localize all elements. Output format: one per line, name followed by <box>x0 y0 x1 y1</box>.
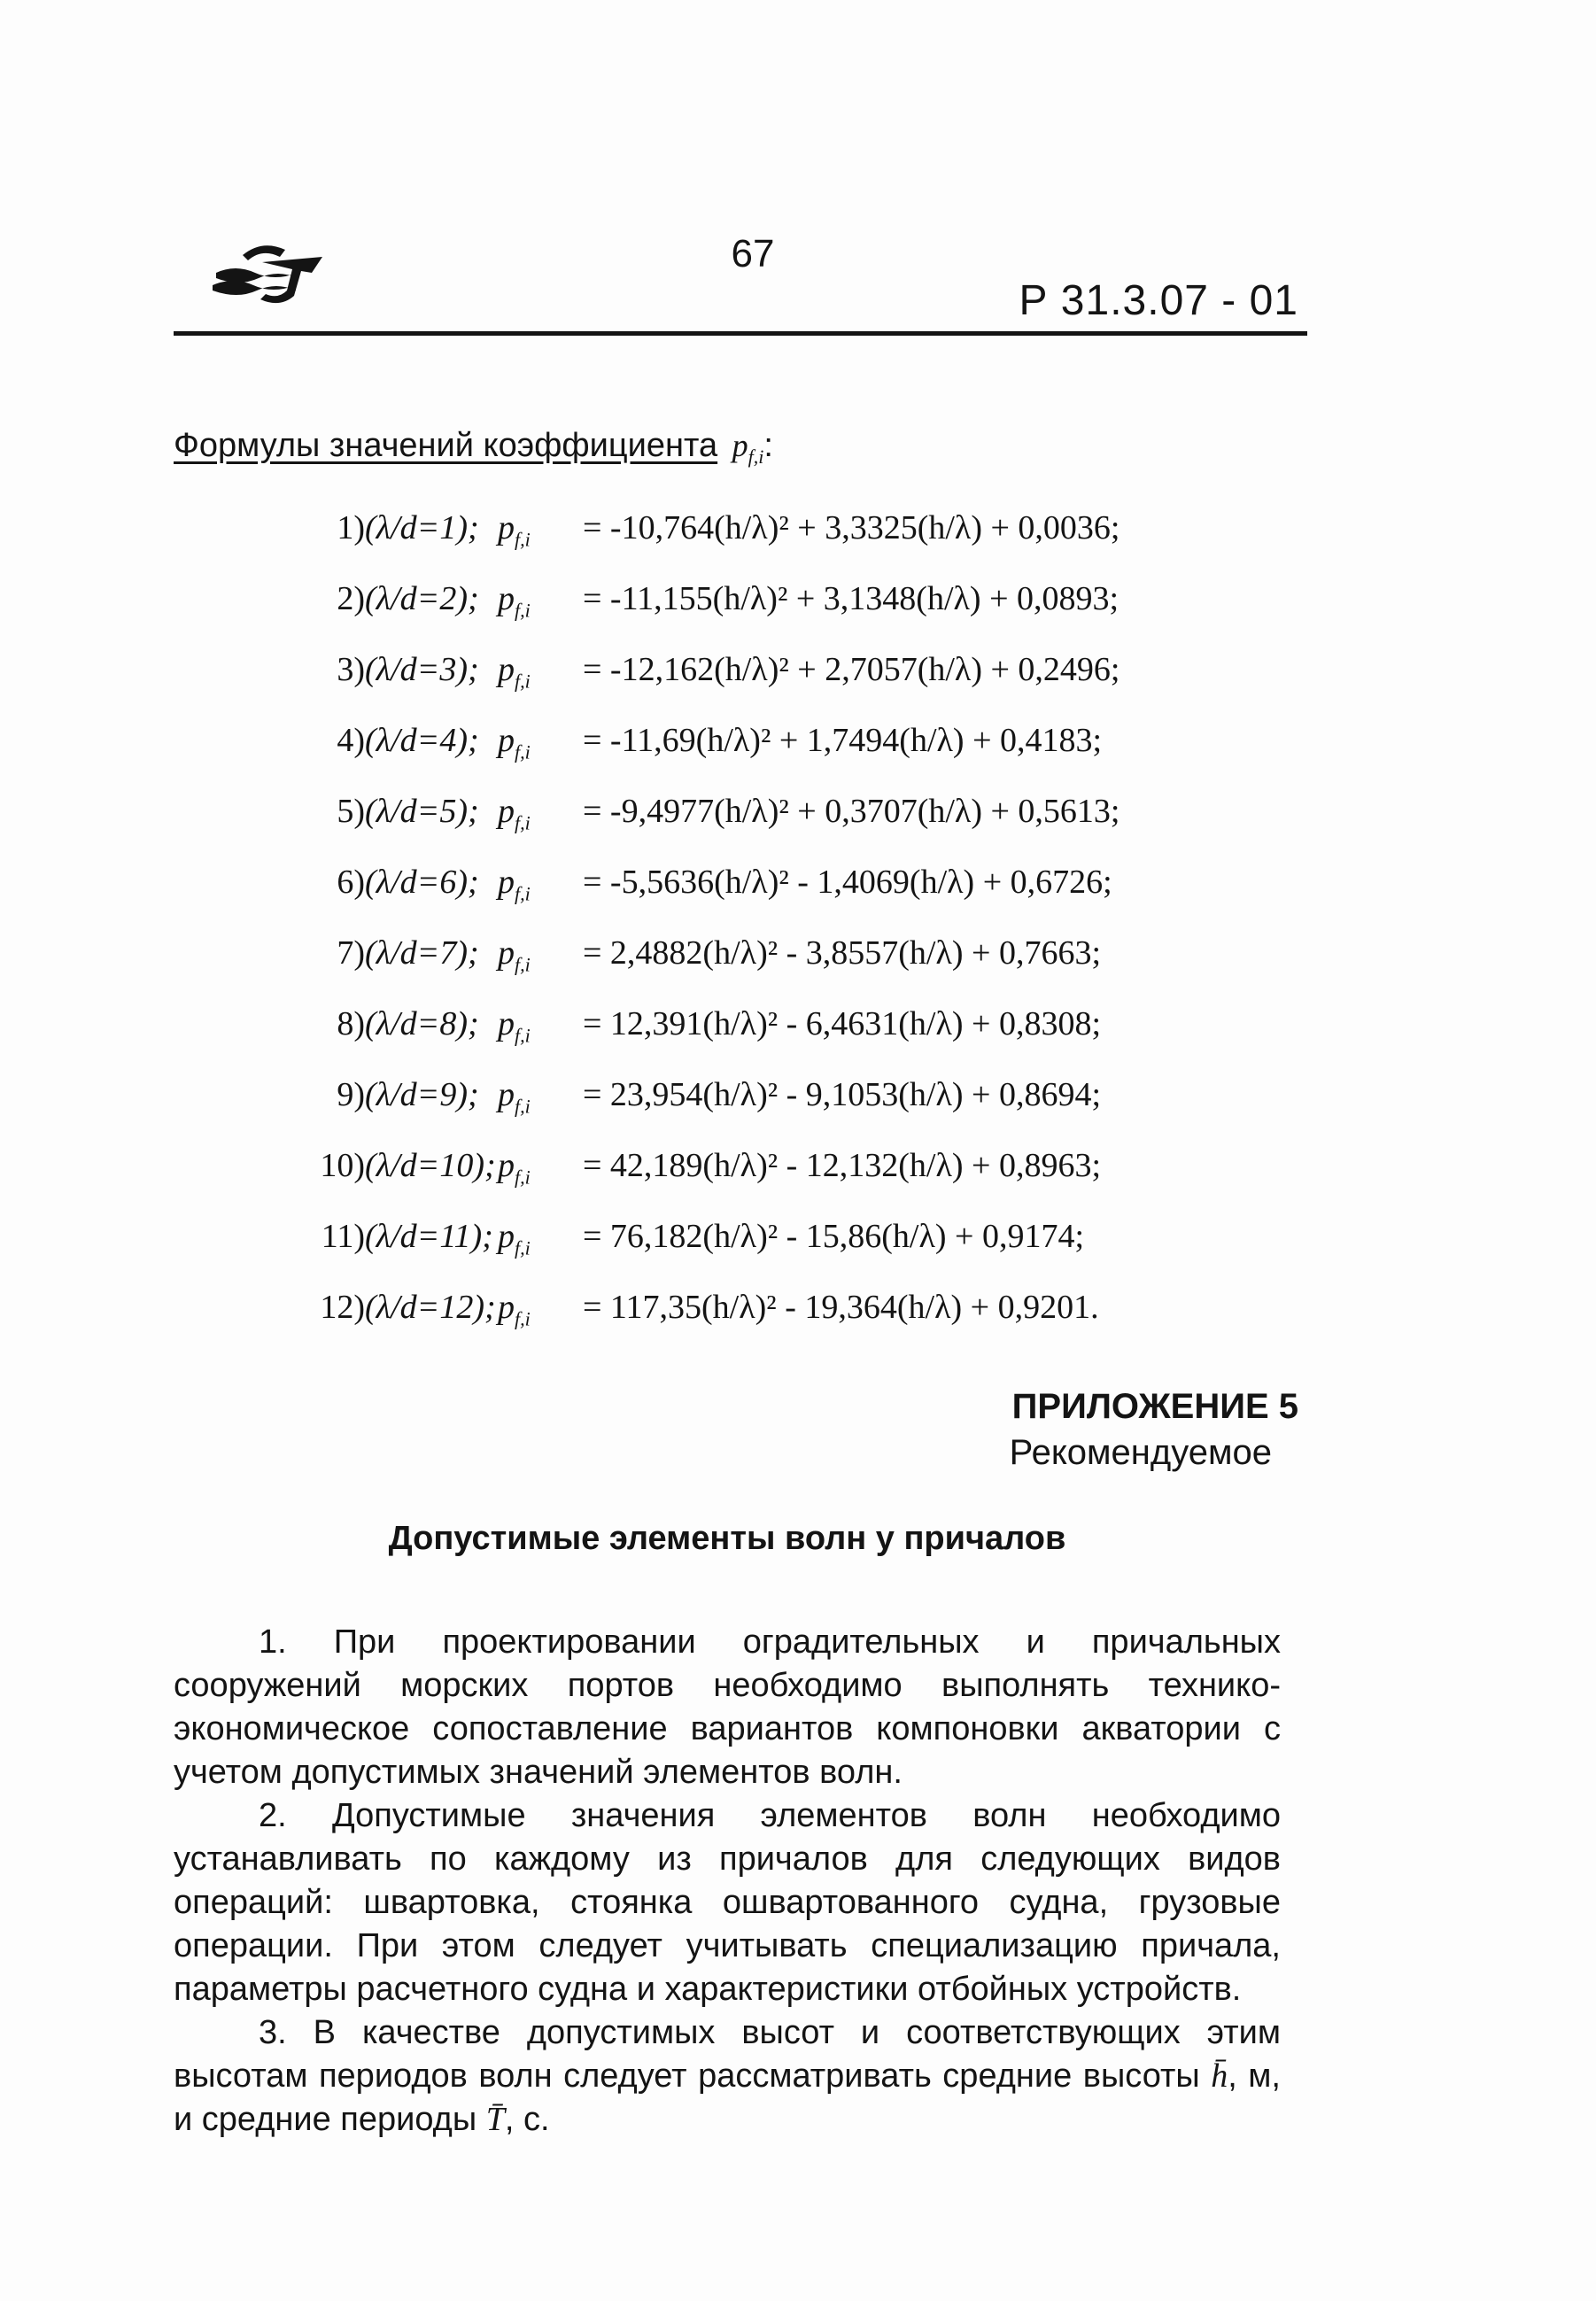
formula-lhs: $p_{f,i}$ <box>498 509 531 551</box>
formula-ratio: (λ/d=12); <box>365 1289 496 1326</box>
paragraph-1: 1. При проектировании оградительных и причальных сооружений морских портов необходимо выполнять технико-экономическое сопоставление вариантов компоновки акватории с учетом допустимых значений элементов волн. <box>174 1623 1281 1791</box>
formula-expression: = 117,35(h/λ)² - 19,364(h/λ) + 0,9201. <box>583 1289 1099 1326</box>
organization-logo-icon <box>209 237 324 312</box>
formula-number: 7) <box>337 934 365 972</box>
formula-lhs: $p_{f,i}$ <box>498 793 531 834</box>
formula-ratio: (λ/d=7); <box>365 934 479 972</box>
formulas-heading: Формулы значений коэффициента $p_{f,i}$: <box>174 427 773 469</box>
formula-row <box>282 918 1120 988</box>
formula-ratio: (λ/d=11); <box>365 1218 493 1255</box>
paragraph-2: 2. Допустимые значения элементов волн необходимо устанавливать по каждому из причалов для следующих видов операций: швартовка, стоянка ошвартованного судна, грузовые операции. При этом следует учитывать специализацию причала, параметры расчетного судна и характеристики отбойных устройств. <box>174 1797 1281 2008</box>
formula-lhs: $p_{f,i}$ <box>498 1147 531 1189</box>
formula-lhs: $p_{f,i}$ <box>498 651 531 693</box>
section-title: Допустимые элементы волн у причалов <box>388 1520 1066 1557</box>
formula-lhs: $p_{f,i}$ <box>498 580 531 622</box>
formula-number: 8) <box>337 1005 365 1042</box>
formula-expression: = -11,155(h/λ)² + 3,1348(h/λ) + 0,0893; <box>583 580 1120 617</box>
formula-lhs: $p_{f,i}$ <box>498 1218 531 1259</box>
formula-number: 1) <box>337 509 365 546</box>
formula-expression: = 12,391(h/λ)² - 6,4631(h/λ) + 0,8308; <box>583 1005 1102 1042</box>
formula-number: 10) <box>320 1147 365 1184</box>
mean-height-symbol: h̄ <box>1211 2057 1228 2095</box>
appendix-label: ПРИЛОЖЕНИЕ 5 <box>1011 1387 1298 1426</box>
formula-ratio: (λ/d=8); <box>365 1005 479 1042</box>
formula-expression: = -9,4977(h/λ)² + 0,3707(h/λ) + 0,5613; <box>583 793 1120 830</box>
formula-expression: = -11,69(h/λ)² + 1,7494(h/λ) + 0,4183; <box>583 722 1103 759</box>
coefficient-symbol: $p_{f,i}$ <box>732 428 764 469</box>
appendix-status: Рекомендуемое <box>1009 1433 1272 1472</box>
formula-expression: = -5,5636(h/λ)² - 1,4069(h/λ) + 0,6726; <box>583 864 1112 901</box>
formula-expression: = -12,162(h/λ)² + 2,7057(h/λ) + 0,2496; <box>583 651 1120 688</box>
formula-number: 3) <box>337 651 365 688</box>
formula-row <box>282 705 1120 776</box>
formula-row <box>282 847 1120 918</box>
formula-ratio: (λ/d=9); <box>365 1076 479 1113</box>
document-code: Р 31.3.07 - 01 <box>1019 277 1298 324</box>
formula-number: 4) <box>337 722 365 759</box>
mean-period-symbol: T̄ <box>485 2101 505 2138</box>
formula-ratio: (λ/d=10); <box>365 1147 496 1184</box>
formula-ratio: (λ/d=5); <box>365 793 479 830</box>
formula-number: 11) <box>321 1218 365 1255</box>
formula-number: 9) <box>337 1076 365 1113</box>
page-number: 67 <box>731 232 775 275</box>
formula-number: 12) <box>320 1289 365 1326</box>
formula-row <box>282 988 1120 1059</box>
formula-number: 2) <box>337 580 365 617</box>
formula-lhs: $p_{f,i}$ <box>498 722 531 763</box>
formula-lhs: $p_{f,i}$ <box>498 934 531 976</box>
formula-expression: = 2,4882(h/λ)² - 3,8557(h/λ) + 0,7663; <box>583 934 1102 972</box>
formula-row <box>282 563 1120 634</box>
formula-row <box>282 776 1120 847</box>
paragraph-3: 3. В качестве допустимых высот и соответствующих этим высотам периодов волн следует рассматривать средние высоты h̄, м, и средние периоды T̄, с. <box>174 2014 1281 2138</box>
formula-number: 6) <box>337 864 365 901</box>
formula-row <box>282 1201 1120 1272</box>
formulas-heading-text: Формулы значений коэффициента <box>174 427 718 464</box>
formula-expression: = 23,954(h/λ)² - 9,1053(h/λ) + 0,8694; <box>583 1076 1102 1113</box>
formula-row <box>282 492 1120 563</box>
formula-lhs: $p_{f,i}$ <box>498 864 531 905</box>
formula-list <box>282 492 1120 1343</box>
formula-row <box>282 634 1120 705</box>
formula-expression: = 76,182(h/λ)² - 15,86(h/λ) + 0,9174; <box>583 1218 1085 1255</box>
formula-ratio: (λ/d=2); <box>365 580 479 617</box>
formula-row <box>282 1059 1120 1130</box>
header-divider <box>174 331 1307 336</box>
formula-row <box>282 1130 1120 1201</box>
formula-lhs: $p_{f,i}$ <box>498 1076 531 1118</box>
formula-lhs: $p_{f,i}$ <box>498 1005 531 1047</box>
formula-ratio: (λ/d=6); <box>365 864 479 901</box>
formula-row <box>282 1272 1120 1343</box>
formula-expression: = 42,189(h/λ)² - 12,132(h/λ) + 0,8963; <box>583 1147 1102 1184</box>
formula-ratio: (λ/d=4); <box>365 722 479 759</box>
formula-lhs: $p_{f,i}$ <box>498 1289 531 1330</box>
formula-expression: = -10,764(h/λ)² + 3,3325(h/λ) + 0,0036; <box>583 509 1120 546</box>
formula-ratio: (λ/d=1); <box>365 509 479 546</box>
formula-ratio: (λ/d=3); <box>365 651 479 688</box>
body-text <box>174 1621 1281 2142</box>
formula-number: 5) <box>337 793 365 830</box>
